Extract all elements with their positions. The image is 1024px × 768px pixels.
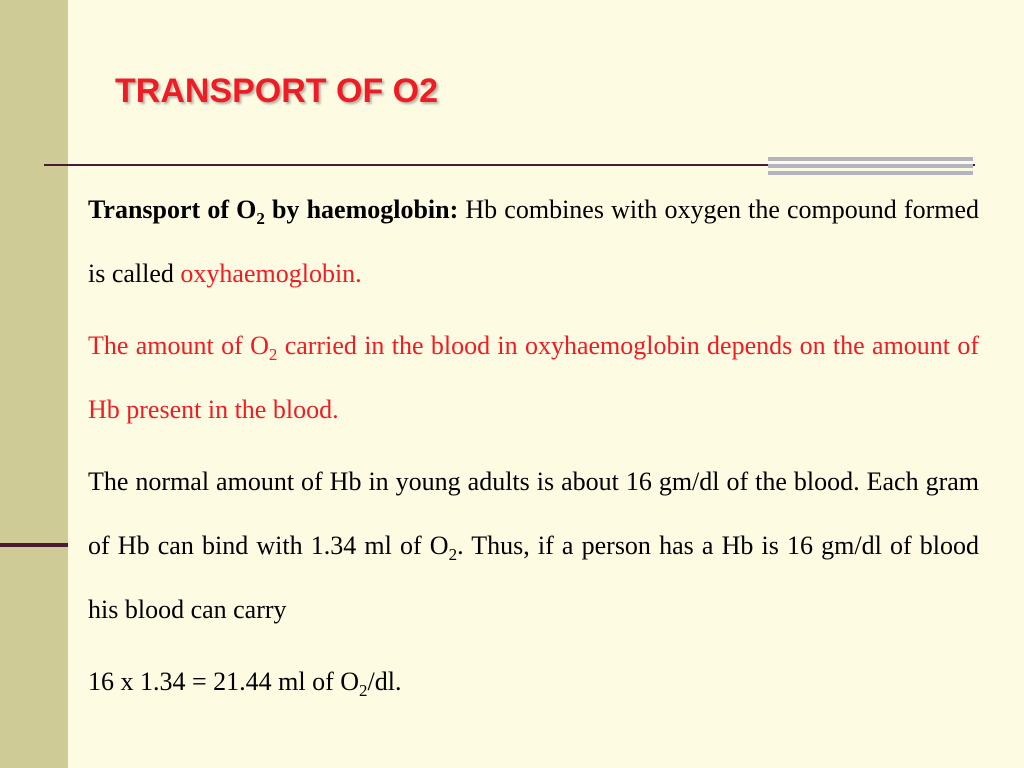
subscript: 2 <box>359 681 368 700</box>
subscript: 2 <box>448 545 458 564</box>
calculation-text-end: /dl. <box>367 667 402 696</box>
subscript: 2 <box>256 209 265 228</box>
title-rule-accent <box>768 157 973 177</box>
left-band-divider <box>0 543 68 547</box>
subscript: 2 <box>268 345 278 364</box>
paragraph-normal-hb <box>88 450 979 642</box>
calculation-text: 16 x 1.34 = 21.44 ml of O <box>88 667 360 696</box>
slide-body <box>88 178 979 722</box>
bold-label-text-end: by haemoglobin: <box>264 195 459 224</box>
paragraph-text: The amount of O <box>88 331 269 360</box>
left-decorative-band <box>0 0 68 768</box>
paragraph-hb-transport <box>88 178 979 306</box>
paragraph-text-end: . Thus, if a person has a Hb is 16 gm/dl of blood his blood can carry <box>88 531 980 624</box>
paragraph-text: The normal amount of Hb in young adults is about 16 gm/dl of the blood. Each gram of Hb can bind with 1.34 ml of O <box>88 467 979 560</box>
highlight-term: oxyhaemoglobin. <box>180 259 362 288</box>
paragraph-text-end: carried in the blood in oxyhaemoglobin depends on the amount of Hb present in the blood. <box>88 331 980 424</box>
paragraph-o2-amount <box>88 314 979 442</box>
paragraph-bold-label <box>88 195 459 228</box>
bold-label-text: Transport of O <box>88 195 257 224</box>
slide-title: TRANSPORT OF O2 <box>115 72 439 110</box>
paragraph-text: Hb combines with oxygen the compound formed is called <box>88 195 979 288</box>
paragraph-calculation <box>88 650 979 714</box>
